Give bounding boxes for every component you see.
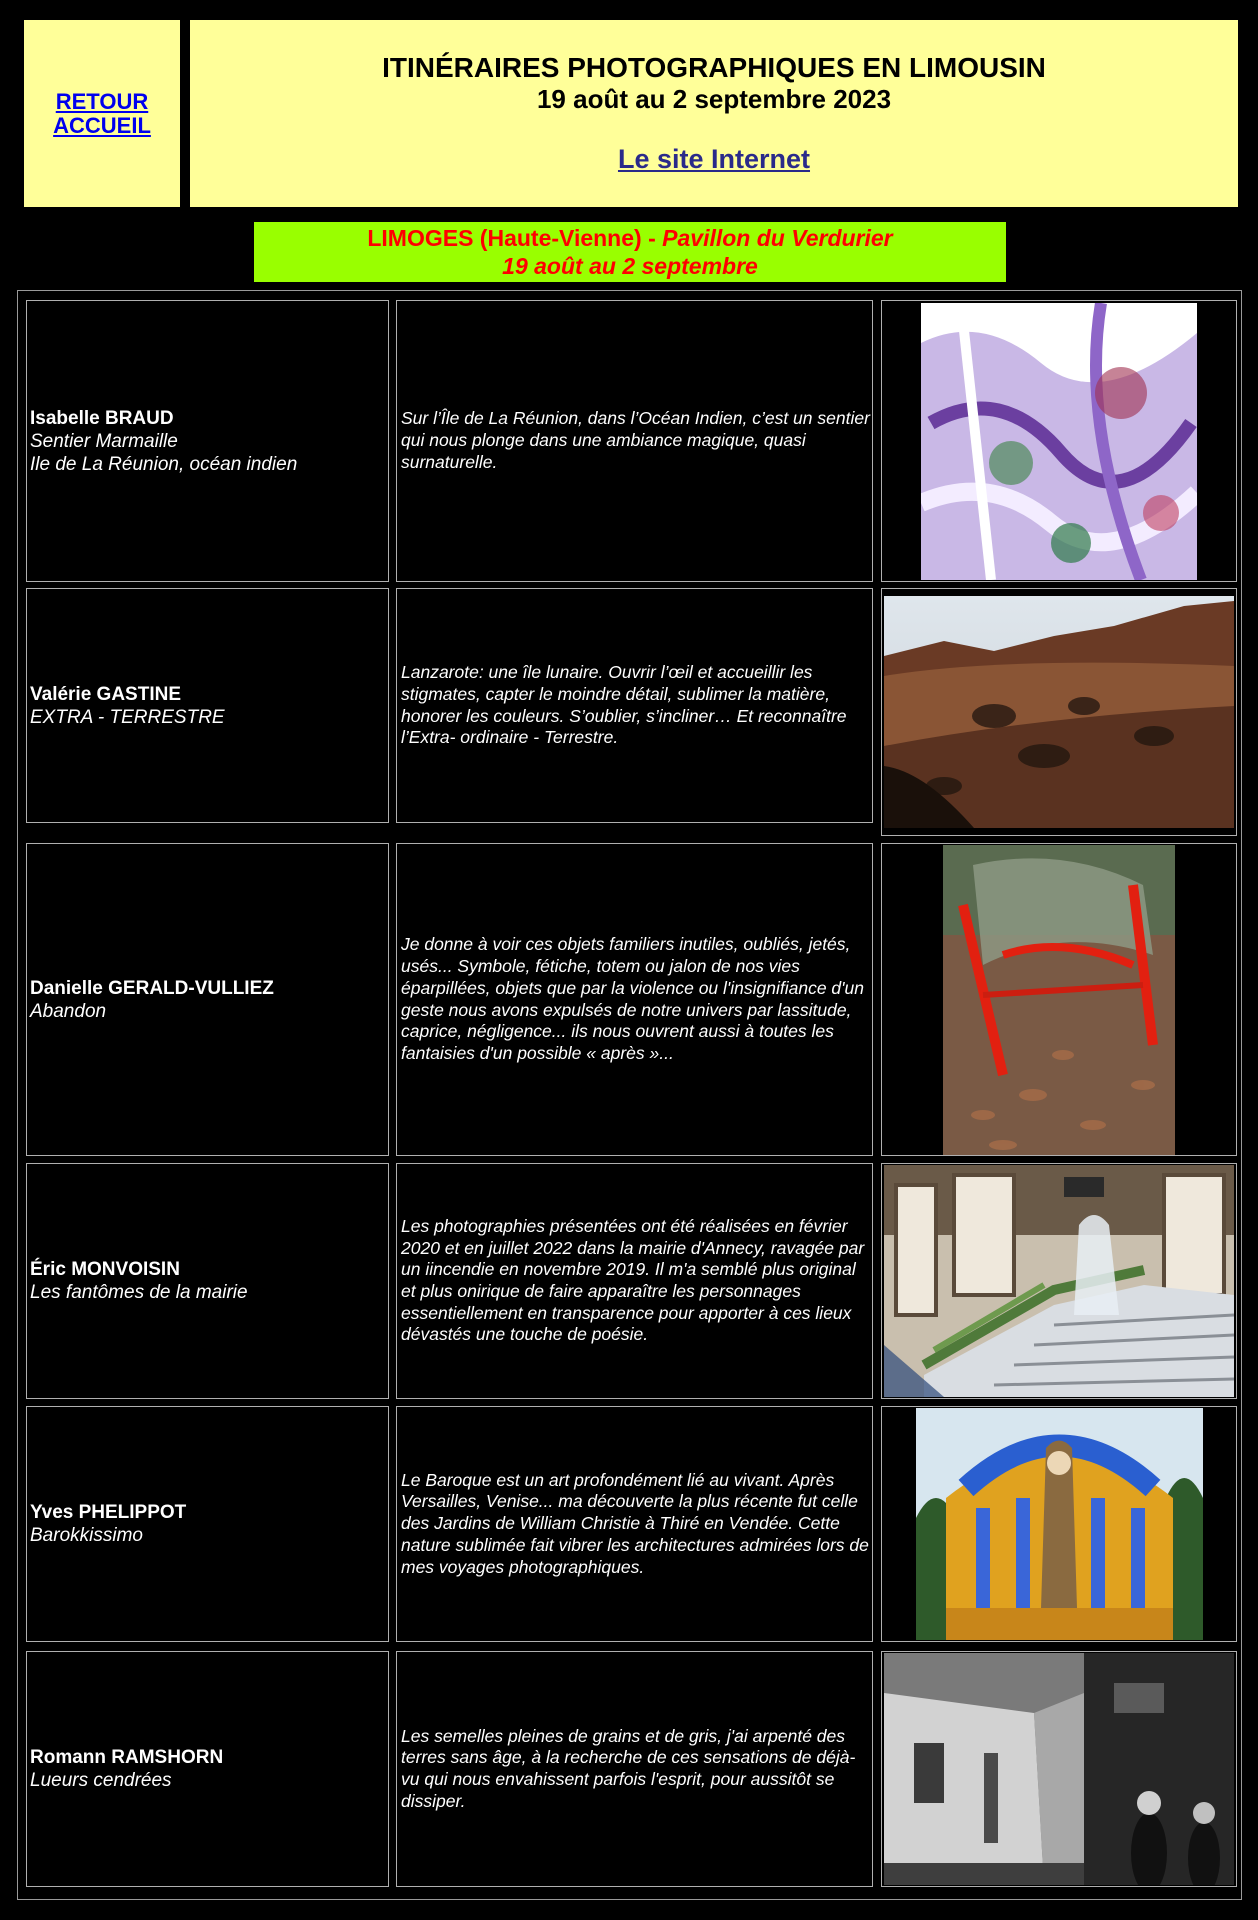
back-home-line2: ACCUEIL (53, 112, 151, 138)
exhibitor-description: Je donne à voir ces objets familiers inutiles, oubliés, jetés, usés... Symbole, fétiche, totem ou jalon de nos vies éparpillées, objets que par la violence ou l'insignifiance d'un geste nous avons expulsés de notre univers par lassitude, caprice, négligence... ils nous ouvrent aussi à toutes les fantaisies d'un possible « après »... (401, 934, 864, 1063)
exhibitor-description: Les photographies présentées ont été réalisées en février 2020 et en juillet 2022 dans la mairie d'Annecy, ravagée par un iincendie en novembre 2019. Il m'a semblé plus original et plus onirique de faire apparaître les personnages essentiellement en transparence pour apporter à ces lieux dévastés une touche de poésie. (401, 1215, 865, 1345)
photo-cell (881, 300, 1237, 582)
photo-cell (881, 1163, 1237, 1399)
description-cell (396, 843, 873, 1156)
exhibitor-description: Sur l’Île de La Réunion, dans l’Océan Indien, c’est un sentier qui nous plonge dans une ambiance magique, quasi surnaturelle. (401, 408, 870, 472)
description-cell (396, 1163, 873, 1399)
exhibitor-subtitle: EXTRA - TERRESTRE (30, 706, 225, 728)
exhibition-photo (884, 1653, 1234, 1885)
back-home-panel (24, 20, 180, 207)
exhibitor-subtitle: Abandon (30, 1000, 107, 1022)
back-home-line1: RETOUR (55, 88, 149, 114)
exhibitor-name: Éric MONVOISIN (30, 1259, 180, 1280)
description-cell (396, 1406, 873, 1642)
exhibitor-subtitle: Les fantômes de la mairie (30, 1282, 248, 1303)
back-home-link[interactable] (53, 90, 151, 138)
exhibitor-location: Ile de La Réunion, océan indien (30, 453, 298, 475)
exhibitor-subtitle: Barokkissimo (30, 1525, 143, 1546)
description-cell (396, 1651, 873, 1887)
photo-cell (881, 1651, 1237, 1887)
venue-dates: 19 août au 2 septembre (502, 253, 758, 279)
description-cell (396, 588, 873, 823)
exhibitor-name: Valérie GASTINE (30, 683, 182, 705)
exhibitor-description: Lanzarote: une île lunaire. Ouvrir l’œil et accueillir les stigmates, capter le moindre détail, sublimer la matière, honorer les couleurs. S’oublier, s’incliner… Et reconnaître l’Extra- ordinaire - Terrestre. (401, 662, 847, 748)
exhibition-photo (884, 596, 1234, 828)
exhibitor-cell (26, 843, 389, 1156)
exhibitor-cell (26, 300, 389, 582)
exhibitor-cell (26, 1163, 389, 1399)
exhibitor-name: Romann RAMSHORN (30, 1747, 224, 1768)
page-title: ITINÉRAIRES PHOTOGRAPHIQUES EN LIMOUSIN (382, 52, 1046, 83)
exhibitor-cell (26, 588, 389, 823)
description-cell (396, 300, 873, 582)
exhibitor-subtitle: Sentier Marmaille (30, 430, 178, 452)
exhibitor-description: Les semelles pleines de grains et de gris, j'ai arpenté des terres sans âge, à la recherche de ces sensations de déjà-vu qui nous envahissent parfois l'esprit, pour aussitôt se dissiper. (401, 1725, 856, 1811)
venue-place: Pavillon du Verdurier (662, 225, 893, 251)
exhibitor-name: Isabelle BRAUD (30, 407, 174, 429)
exhibition-photo (884, 1165, 1234, 1397)
exhibitor-name: Danielle GERALD-VULLIEZ (30, 977, 274, 999)
exhibitor-cell (26, 1651, 389, 1887)
photo-cell (881, 588, 1237, 836)
header-panel (190, 20, 1238, 207)
exhibitor-description: Le Baroque est un art profondément lié au vivant. Après Versailles, Venise... ma découverte la plus récente fut celle des Jardins de William Christie à Thiré en Vendée. Cette nature sublimée fait vibrer les architectures admirées lors de mes voyages photographiques. (401, 1469, 869, 1577)
exhibition-photo (916, 1408, 1203, 1640)
venue-city: LIMOGES (Haute-Vienne) - (367, 225, 663, 251)
photo-cell (881, 1406, 1237, 1642)
exhibitor-subtitle: Lueurs cendrées (30, 1770, 172, 1791)
page-dates: 19 août au 2 septembre 2023 (536, 84, 892, 114)
exhibition-photo (921, 303, 1197, 580)
exhibitor-cell (26, 1406, 389, 1642)
photo-cell (881, 843, 1237, 1156)
exhibition-photo (943, 845, 1175, 1155)
exhibitor-name: Yves PHELIPPOT (30, 1502, 187, 1523)
venue-banner (254, 222, 1006, 282)
website-link[interactable]: Le site Internet (617, 144, 811, 174)
